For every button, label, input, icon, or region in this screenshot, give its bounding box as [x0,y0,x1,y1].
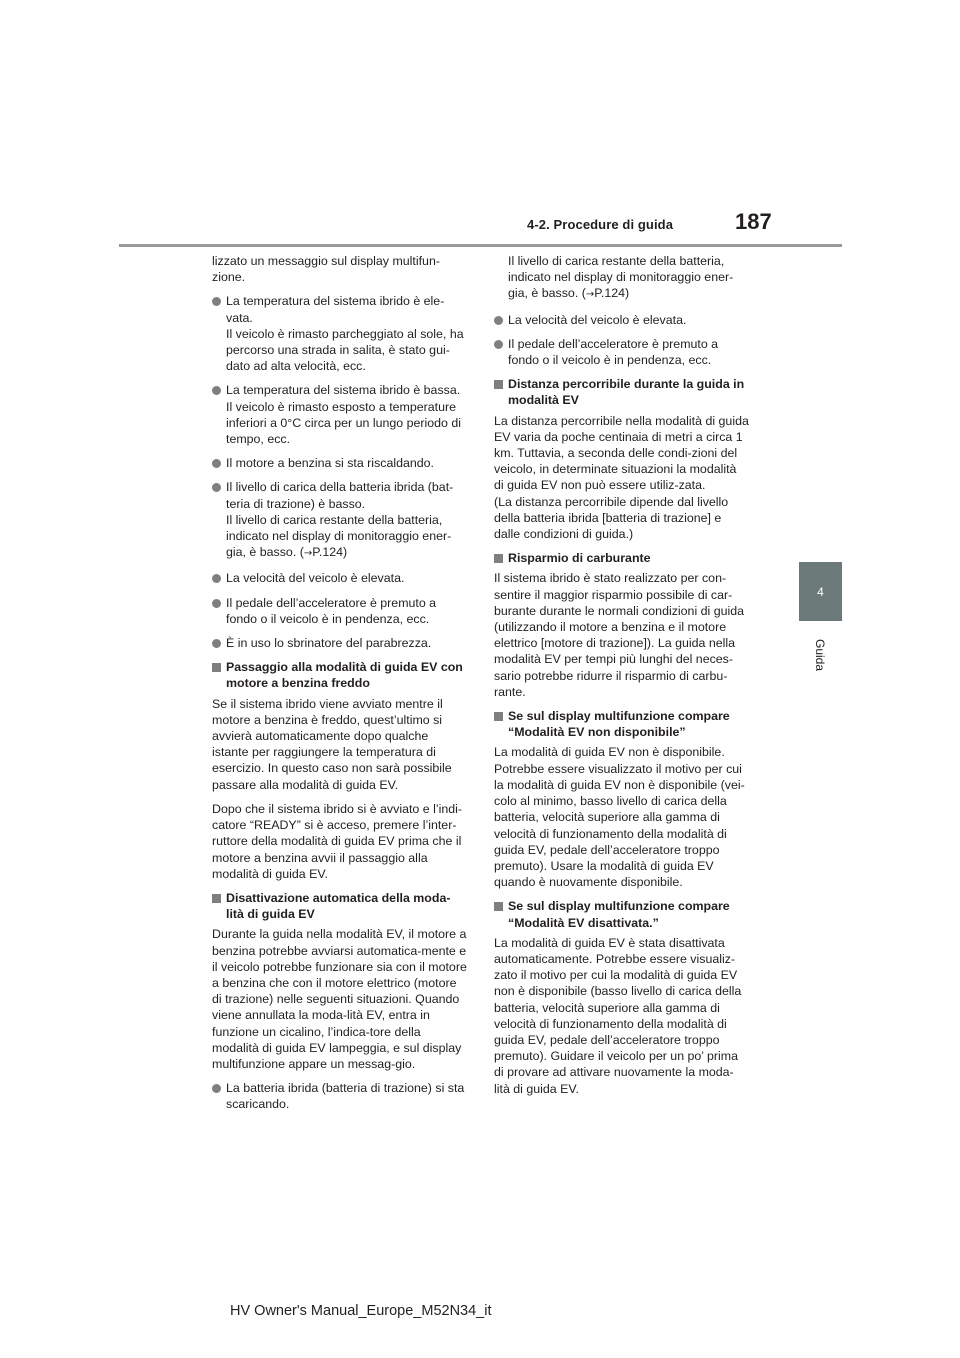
list-item: È in uso lo sbrinatore del parabrezza. [212,635,467,651]
square-heading-icon [494,902,503,911]
circle-bullet-icon [212,386,221,395]
section-heading: Disattivazione automatica della moda-lità di guida EV [212,890,467,922]
square-heading-icon [494,712,503,721]
chapter-number: 4 [817,584,824,599]
section-heading: Risparmio di carburante [494,550,749,566]
continued-bullet-text: Il livello di carica restante della batteria, indicato nel display di monitoraggio ener-gia, è basso. (→P.124) [508,254,734,301]
circle-bullet-icon [212,297,221,306]
paragraph: Il sistema ibrido è stato realizzato per con-sentire il maggior risparmio possibile di car-burante durante le normali condizioni di guida (utilizzando il motore a benzina e il motore elettrico [motore di trazione]). La guida nella modalità EV per tempi più lunghi del neces-sario potrebbe ridurre il risparmio di carbu-rante. [494,571,745,699]
list-item: La batteria ibrida (batteria di trazione) si sta scaricando. [212,1080,467,1112]
list-item: La temperatura del sistema ibrido è bassa. Il veicolo è rimasto esposto a temperature inferiori a 0°C circa per un lungo periodo di tempo, ecc. [212,382,467,447]
header-rule [119,244,842,247]
circle-bullet-icon [212,639,221,648]
list-item: Il motore a benzina si sta riscaldando. [212,455,467,471]
reference-arrow-icon: → [303,548,313,560]
paragraph: La modalità di guida EV è stata disattivata automaticamente. Potrebbe essere visualiz-zato il motivo per cui la modalità di guida EV non è disponibile (basso livello di carica della batteria, velocità superiore alla gamma di velocità di funzionamento della modalità di guida EV, pedale dell’acceleratore troppo premuto). Guidare il veicolo per un po’ prima di provare ad attivare nuovamente la moda-lità di guida EV. [494,935,742,1096]
paragraph: La distanza percorribile nella modalità di guida EV varia da poche centinaia di metri a circa 1 km. Tuttavia, a seconda delle condi-zioni del veicolo, in determinate situazioni la modalità di guida EV non può essere utiliz-zata. (La distanza percorribile dipende dal livello della batteria ibrida [batteria di trazione] e dalle condizioni di guida.) [494,413,749,542]
list-item: Il pedale dell’acceleratore è premuto a fondo o il veicolo è in pendenza, ecc. [212,595,467,627]
paragraph: Se il sistema ibrido viene avviato mentre il motore a benzina è freddo, quest’ultimo si avvierà automaticamente dopo qualche istante per raggiungere la temperatura di esercizio. In questo caso non sarà possibile passare alla modalità di guida EV. [212,696,452,792]
list-item: La velocità del veicolo è elevata. [212,570,467,586]
intro-paragraph: lizzato un messaggio sul display multifun-zione. [212,254,440,285]
left-column [212,253,467,1121]
list-item: Il livello di carica della batteria ibrida (bat-teria di trazione) è basso. Il livello di carica restante della batteria, indicato nel display di monitoraggio ener-gia, è basso. (→P.124) [212,479,467,562]
chapter-label [799,632,842,678]
circle-bullet-icon [212,483,221,492]
section-heading: Passaggio alla modalità di guida EV con motore a benzina freddo [212,659,467,691]
square-heading-icon [494,380,503,389]
section-heading: Distanza percorribile durante la guida in modalità EV [494,376,749,408]
paragraph: La modalità di guida EV non è disponibile. Potrebbe essere visualizzato il motivo per cui la modalità di guida EV non è disponibile (vei-colo al minimo, basso livello di carica della batteria, velocità superiore alla gamma di velocità di funzionamento della modalità di guida EV, pedale dell’acceleratore troppo premuto). Usare la modalità di guida EV quando è nuovamente disponibile. [494,745,745,890]
square-heading-icon [212,663,221,672]
paragraph: Dopo che il sistema ibrido si è avviato e l’indi-catore “READY” si è acceso, premere l’inter-ruttore della modalità di guida EV prima che il motore a benzina avvii il passaggio alla modalità di guida EV. [212,801,462,881]
square-heading-icon [212,894,221,903]
section-heading: Se sul display multifunzione compare “Modalità EV non disponibile” [494,708,749,740]
circle-bullet-icon [212,599,221,608]
list-item: Il pedale dell’acceleratore è premuto a fondo o il veicolo è in pendenza, ecc. [494,336,749,368]
page-number: 187 [735,209,772,234]
circle-bullet-icon [212,574,221,583]
reference-arrow-icon: → [585,289,595,301]
circle-bullet-icon [494,340,503,349]
square-heading-icon [494,554,503,563]
right-column [494,253,749,1105]
circle-bullet-icon [494,316,503,325]
chapter-label-text: Guida [813,638,828,672]
list-item: La temperatura del sistema ibrido è ele-vata. Il veicolo è rimasto parcheggiato al sole, ha percorso una strada in salita, è stato gui-dato ad alta velocità, ecc. [212,293,467,374]
page-reference[interactable]: P.124) [594,286,630,301]
list-item: La velocità del veicolo è elevata. [494,312,749,328]
paragraph: Durante la guida nella modalità EV, il motore a benzina potrebbe avviarsi automatica-mente e il veicolo potrebbe funzionare sia con il motore a benzina che con il motore elettrico (motore di trazione) nelle seguenti situazioni. Quando viene annullata la moda-lità EV, entra in funzione un cicalino, l’indica-tore della modalità di guida EV lampeggia, e sul display multifunzione appare un messag-gio. [212,927,467,1071]
circle-bullet-icon [212,459,221,468]
circle-bullet-icon [212,1084,221,1093]
section-heading: Se sul display multifunzione compare “Modalità EV disattivata.” [494,898,749,930]
page-reference[interactable]: P.124) [312,545,348,560]
footer-text: HV Owner's Manual_Europe_M52N34_it [230,1303,492,1319]
chapter-tab [799,562,842,621]
section-title: 4-2. Procedure di guida [527,217,674,232]
